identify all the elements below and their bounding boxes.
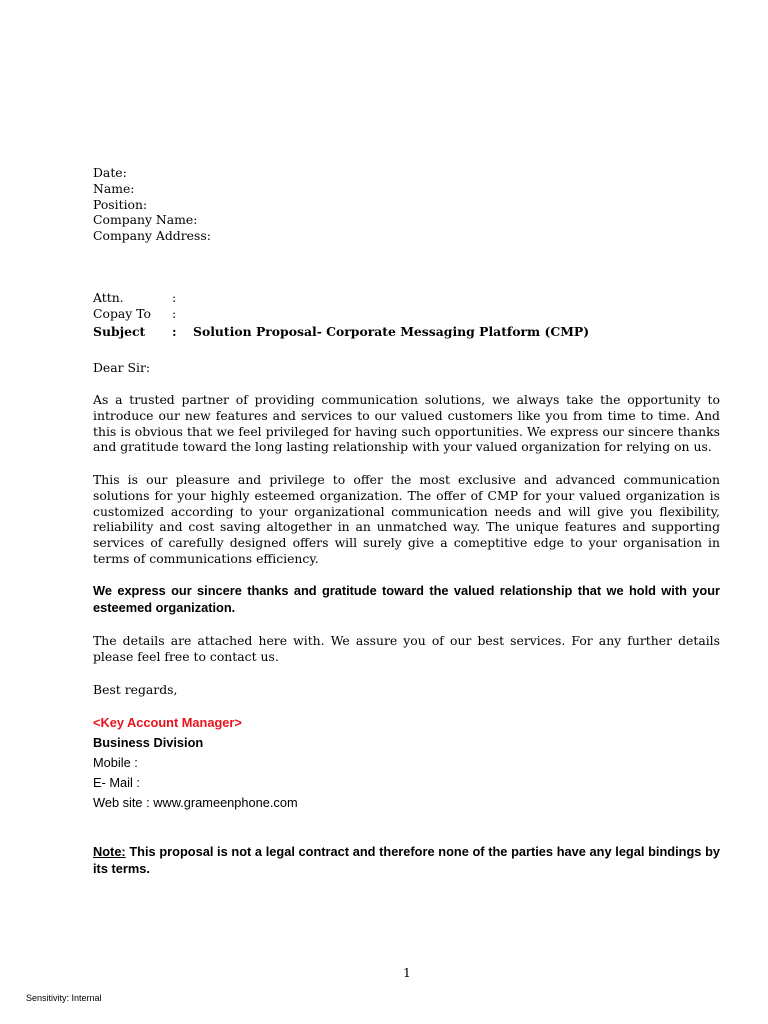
position-field: Position:	[93, 196, 148, 212]
name-field: Name:	[93, 180, 135, 196]
paragraph-details: The details are attached here with. We assure you of our best services. For any further details please feel free to contact us.	[93, 633, 720, 664]
attn-colon: :	[172, 290, 177, 305]
note-text: This proposal is not a legal contract and therefore none of the parties have any legal bindings by its terms.	[93, 844, 720, 876]
paragraph-thanks: We express our sincere thanks and gratitude toward the valued relationship that we hold with your esteemed organization.	[93, 583, 720, 615]
copy-to-label: Copay To	[93, 306, 151, 321]
company-address-field: Company Address:	[93, 228, 211, 244]
page-number: 1	[403, 965, 411, 980]
signature-mobile: Mobile :	[93, 755, 138, 770]
subject-label: Subject	[93, 324, 146, 339]
subject-colon: :	[172, 324, 177, 339]
subject-row	[93, 324, 720, 340]
salutation: Dear Sir:	[93, 360, 151, 375]
signature-email: E- Mail :	[93, 775, 140, 790]
signature-title: <Key Account Manager>	[93, 715, 242, 730]
header-fields	[93, 165, 720, 244]
attn-label: Attn.	[93, 290, 124, 305]
note-label: Note:	[93, 844, 126, 859]
attn-row	[93, 290, 720, 306]
signature-website: Web site : www.grameenphone.com	[93, 795, 298, 810]
company-name-field: Company Name:	[93, 212, 198, 228]
sensitivity-label: Sensitivity: Internal	[26, 993, 102, 1003]
note-block	[93, 843, 720, 877]
copy-to-colon: :	[172, 306, 177, 321]
signature-block	[93, 713, 720, 813]
copy-to-row	[93, 306, 720, 322]
date-field: Date:	[93, 165, 127, 180]
closing: Best regards,	[93, 682, 178, 697]
paragraph-offer: This is our pleasure and privilege to offer the most exclusive and advanced communication solutions for your highly esteemed organization. The offer of CMP for your valued organization is customized according to your organizational communication needs and will give you flexibility, reliability and cost saving altogether in an unmatched way. The unique features and supporting services of carefully designed offers will surely give a comeptitive edge to your organisation in terms of communications efficiency.	[93, 472, 720, 566]
signature-division: Business Division	[93, 735, 204, 750]
subject-value: Solution Proposal- Corporate Messaging Platform (CMP)	[193, 324, 590, 339]
paragraph-intro: As a trusted partner of providing communication solutions, we always take the opportunity to introduce our new features and services to our valued customers like you from time to time. And this is obvious that we feel privileged for having such opportunities. We express our sincere thanks and gratitude toward the long lasting relationship with your valued organization for relying on us.	[93, 392, 720, 455]
